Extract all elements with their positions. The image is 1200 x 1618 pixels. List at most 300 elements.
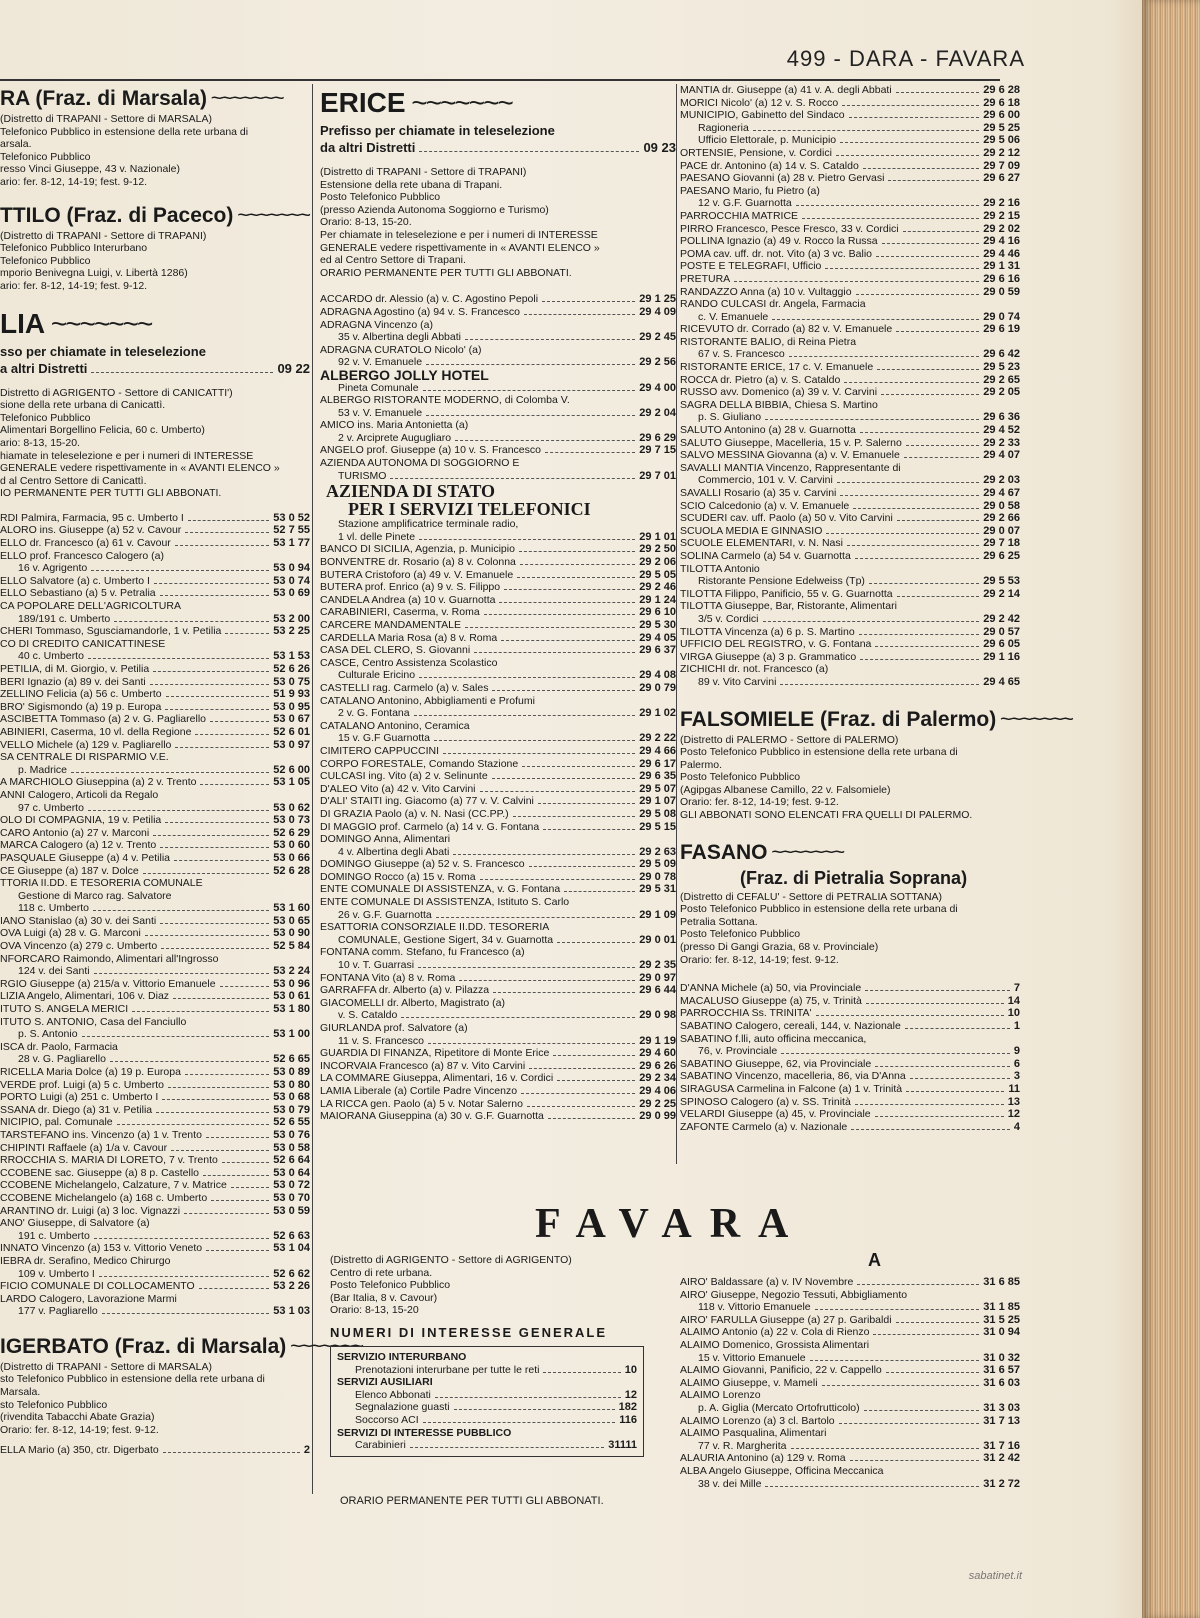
info-line: (Distretto di AGRIGENTO - Settore di AGRIGENTO) [330, 1254, 572, 1266]
phone-number: 53 1 03 [273, 1305, 310, 1318]
phone-number: 14 [1007, 994, 1020, 1007]
section-letter: A [868, 1250, 881, 1270]
phone-number: 29 1 07 [639, 795, 676, 808]
leader-dots [165, 709, 269, 710]
subscriber-name: ALAIMO Lorenzo [680, 1389, 761, 1402]
listing-entry [0, 650, 310, 663]
phone-number: 52 6 28 [273, 864, 310, 877]
phone-number: 53 1 80 [273, 1003, 310, 1016]
listing-entry [680, 1440, 1020, 1453]
listing-entry [680, 197, 1020, 210]
phone-number: 53 0 68 [273, 1091, 310, 1104]
listing-entry [0, 1041, 310, 1054]
phone-number: 53 0 66 [273, 851, 310, 864]
prefix-label: a altri Distretti [0, 360, 88, 376]
subscriber-name: OLO DI COMPAGNIA, 19 v. Petilia [0, 814, 162, 827]
leader-dots [220, 986, 270, 987]
phone-number: 29 4 60 [639, 1047, 676, 1060]
subscriber-name: SALUTO Antonino (a) 28 v. Guarnotta [680, 424, 856, 437]
listing-entry [337, 1414, 637, 1427]
leader-dots [419, 151, 639, 152]
phone-number: 53 1 60 [273, 902, 310, 915]
leader-dots [504, 589, 635, 590]
phone-number: 51 9 93 [273, 688, 310, 701]
phone-number: 29 2 06 [639, 556, 676, 569]
info-line: (presso Azienda Autonoma Soggiorno e Turismo) [320, 203, 549, 216]
heading-flourish: ~~~~~~~ [233, 203, 310, 227]
subscriber-name: CHERI Tommaso, Sgusciamandorle, 1 v. Petilia [0, 625, 222, 638]
listing-entry [320, 407, 676, 420]
listing-entry [320, 783, 676, 796]
leader-dots [904, 457, 979, 458]
info-line: Palermo. [680, 758, 723, 771]
listing-entry [320, 972, 676, 985]
leader-dots [419, 677, 635, 678]
prefix-row [320, 140, 676, 156]
subscriber-name: ZELLINO Felicia (a) 56 c. Umberto [0, 688, 162, 701]
phone-number: 52 6 01 [273, 725, 310, 738]
info-line: ario: 8-13, 15-20. [0, 436, 80, 449]
listing-entry [320, 695, 676, 708]
listing-entry [680, 1339, 1020, 1352]
leader-dots [414, 715, 636, 716]
leader-dots [195, 734, 269, 735]
listing-entry [0, 550, 310, 563]
listing-entry [320, 531, 676, 544]
listing-entry [0, 789, 310, 802]
info-line: Orario: 8-13, 15-20 [330, 1304, 419, 1317]
subscriber-name: 15 v. G.F Guarnotta [338, 732, 431, 745]
listing-entry [680, 626, 1020, 639]
subscriber-name: SCUDERI cav. uff. Paolo (a) 50 v. Vito Carvini [680, 512, 893, 525]
listing-entry [0, 890, 310, 903]
leader-dots [860, 432, 979, 433]
listing-entry [680, 374, 1020, 387]
listing-entry [680, 147, 1020, 160]
phone-number: 29 7 18 [983, 537, 1020, 550]
listing-entry [320, 795, 676, 808]
phone-number: 29 6 44 [639, 984, 676, 997]
phone-number: 29 2 02 [983, 222, 1020, 235]
phone-number: 53 1 00 [273, 1028, 310, 1041]
phone-number: 53 2 00 [273, 612, 310, 625]
listing-entry [680, 411, 1020, 424]
phone-number: 29 2 15 [983, 209, 1020, 222]
spacer [0, 500, 310, 512]
leader-dots [171, 1150, 269, 1151]
subscriber-name: ELLO Sebastiano (a) 5 v. Petralia [0, 587, 156, 600]
listing-entry [680, 537, 1020, 550]
subscriber-name: Ristorante Pensione Edelweiss (Tp) [698, 575, 865, 588]
leader-dots [91, 372, 273, 373]
subscriber-name: 124 v. dei Santi [18, 965, 90, 978]
leader-dots [896, 1322, 980, 1323]
subscriber-name: SERVIZI AUSILIARI [337, 1376, 433, 1389]
listing-entry [0, 1154, 310, 1167]
subscriber-name: CARABINIERI, Caserma, v. Roma [320, 606, 480, 619]
leader-dots [423, 1422, 616, 1423]
phone-number: 29 1 09 [639, 908, 676, 921]
subscriber-name: OVA Vincenzo (a) 279 c. Umberto [0, 940, 158, 953]
leader-dots [855, 1104, 1004, 1105]
phone-number: 29 2 46 [639, 581, 676, 594]
leader-dots [160, 595, 270, 596]
phone-number: 53 0 65 [273, 914, 310, 927]
leader-dots [875, 1066, 1010, 1067]
listing-entry [337, 1351, 637, 1364]
subscriber-name: RROCCHIA S. MARIA DI LORETO, 7 v. Trento [0, 1154, 218, 1167]
subscriber-name: ZICHICHI dr. not. Francesco (a) [680, 663, 829, 676]
subscriber-name: ACCARDO dr. Alessio (a) v. C. Agostino Pepoli [320, 293, 539, 306]
phone-number: 53 0 80 [273, 1078, 310, 1091]
leader-dots [88, 810, 269, 811]
listing-entry [320, 770, 676, 783]
phone-number: 31 6 85 [983, 1276, 1020, 1288]
phone-number: 53 0 67 [273, 713, 310, 726]
leader-dots [435, 1397, 621, 1398]
listing-entry [320, 1098, 676, 1111]
listing-entry [680, 1465, 1020, 1478]
listing-entry [680, 424, 1020, 437]
phone-number: 52 6 65 [273, 1053, 310, 1066]
info-line: Posto Telefonico Pubblico [680, 928, 801, 941]
phone-number: 53 2 25 [273, 625, 310, 638]
subscriber-name: CCOBENE sac. Giuseppe (a) 8 p. Castello [0, 1166, 199, 1179]
subscriber-name: ALAIMO Giovanni, Panificio, 22 v. Cappello [680, 1364, 882, 1377]
subscriber-name: ANO' Giuseppe, di Salvatore (a) [0, 1217, 150, 1230]
listing-entry [320, 997, 676, 1010]
listing-entry [680, 1070, 1020, 1083]
leader-dots [791, 1448, 980, 1449]
phone-number: 6 [1013, 1057, 1020, 1070]
phone-number: 29 4 46 [983, 247, 1020, 260]
listing-entry [0, 1091, 310, 1104]
leader-dots [455, 440, 635, 441]
phone-number: 29 0 78 [639, 870, 676, 883]
subscriber-name: CO DI CREDITO CANICATTINESE [0, 637, 166, 650]
phone-number: 31 0 32 [983, 1351, 1020, 1364]
subscriber-name: SAGRA DELLA BIBBIA, Chiesa S. Martino [680, 398, 878, 411]
leader-dots [428, 1043, 635, 1044]
phone-number: 31 2 42 [983, 1452, 1020, 1465]
leader-dots [897, 520, 979, 521]
phone-number: 29 5 31 [639, 883, 676, 896]
listing-entry [0, 814, 310, 827]
leader-dots [145, 935, 269, 936]
subscriber-name: p. A. Giglia (Mercato Ortofrutticolo) [698, 1401, 860, 1414]
phone-number: 52 6 29 [273, 826, 310, 839]
listing-entry [320, 556, 676, 569]
info-line: Alimentari Borgellino Felicia, 60 c. Umberto) [0, 424, 205, 437]
listing-entry [0, 512, 310, 525]
subscriber-name: LIZIA Angelo, Alimentari, 106 v. Diaz [0, 990, 170, 1003]
phone-number: 29 4 00 [639, 381, 676, 394]
subscriber-name: GIACOMELLI dr. Alberto, Magistrato (a) [320, 996, 505, 1009]
subscriber-name: LARDO Calogero, Lavorazione Marmi [0, 1292, 177, 1305]
listing-entry [680, 323, 1020, 336]
phone-number: 29 2 33 [983, 436, 1020, 449]
subscriber-name: ALBA Angelo Giuseppe, Officina Meccanica [680, 1464, 884, 1477]
phone-number: 53 1 77 [273, 537, 310, 550]
town-heading [320, 87, 676, 119]
subscriber-name: AMICO ins. Maria Antonietta (a) [320, 419, 469, 432]
subscriber-name: GUARDIA DI FINANZA, Ripetitore di Monte Erice [320, 1047, 550, 1060]
column-divider [676, 84, 677, 1164]
heading-flourish: ~~~~~~~ [206, 87, 283, 110]
subscriber-name: BUTERA Cristoforo (a) 49 v. V. Emanuele [320, 568, 514, 581]
phone-number: 29 4 66 [639, 744, 676, 757]
listing-entry [680, 1389, 1020, 1402]
info-line: hiamate in teleselezione e per i numeri di INTERESSE [0, 449, 254, 462]
subscriber-name: RDI Palmira, Farmacia, 95 c. Umberto I [0, 511, 184, 524]
leader-dots [896, 331, 979, 332]
leader-dots [88, 658, 269, 659]
subscriber-name: Ragioneria [698, 121, 749, 134]
phone-number: 29 4 16 [983, 235, 1020, 248]
subscriber-name: CATALANO Antonino, Ceramica [320, 719, 470, 732]
subscriber-name: IANO Stanislao (a) 30 v. dei Santi [0, 914, 157, 927]
listing-entry [337, 1389, 637, 1402]
listing-entry [0, 751, 310, 764]
info-line: GLI ABBONATI SONO ELENCATI FRA QUELLI DI PALERMO. [680, 809, 973, 822]
subscriber-name: 26 v. G.F. Guarnotta [338, 908, 432, 921]
listing-entry [0, 902, 310, 915]
phone-number: 29 0 74 [983, 310, 1020, 323]
leader-dots [453, 854, 635, 855]
phone-number: 53 0 58 [273, 1141, 310, 1154]
listing-entry [0, 587, 310, 600]
subscriber-name: SPINOSO Calogero (a) v. SS. Trinità [680, 1095, 851, 1108]
phone-number: 29 1 01 [639, 530, 676, 543]
subscriber-name: TTORIA II.DD. E TESORERIA COMUNALE [0, 877, 203, 890]
subscriber-name: RANDAZZO Anna (a) 10 v. Vultaggio [680, 285, 852, 298]
phone-number: 12 [1007, 1108, 1020, 1121]
info-line: Estensione della rete ubana di Trapani. [320, 178, 503, 191]
listing-entry [0, 1066, 310, 1079]
leader-dots [897, 596, 980, 597]
subscriber-name: VELLO Michele (a) 129 v. Pagliarello [0, 738, 172, 751]
leader-dots [150, 684, 270, 685]
phone-number: 7 [1013, 982, 1020, 995]
subscriber-name: AIRO' Baldassare (a) v. IV Novembre [680, 1276, 854, 1288]
phone-number: 29 0 01 [639, 933, 676, 946]
listing-entry [320, 432, 676, 445]
phone-number: 1 [1013, 1020, 1020, 1032]
town-heading [680, 707, 1072, 732]
listing-entry [680, 311, 1020, 324]
listing-entry [0, 1268, 310, 1281]
subscriber-name: 1 vl. delle Pinete [338, 530, 416, 543]
leader-dots [869, 583, 979, 584]
listing-entry [680, 286, 1020, 299]
listing-entry [0, 1293, 310, 1306]
phone-number: 29 2 65 [983, 373, 1020, 386]
subscriber-name: UFFICIO DEL REGISTRO, v. G. Fontana [680, 638, 872, 651]
town-name: RA (Fraz. di Marsala) [0, 87, 207, 110]
listing-entry [680, 676, 1020, 689]
leader-dots [542, 301, 635, 302]
leader-dots [206, 1250, 269, 1251]
listing-entry [680, 97, 1020, 110]
phone-number: 53 0 94 [273, 562, 310, 575]
listing-entry [337, 1376, 637, 1389]
info-line: Centro di rete urbana. [330, 1266, 433, 1279]
leader-dots [426, 415, 635, 416]
listing-entry [320, 543, 676, 556]
leader-dots [851, 1129, 1010, 1130]
leader-dots [849, 117, 980, 118]
leader-dots [203, 1175, 269, 1176]
leader-dots [910, 1078, 1010, 1079]
phone-number: 29 0 99 [639, 1110, 676, 1123]
leader-dots [875, 1116, 1004, 1117]
info-line: arsala. [0, 138, 32, 151]
subscriber-name: ELLA Mario (a) 350, ctr. Digerbato [0, 1444, 159, 1457]
leader-dots [529, 866, 636, 867]
info-line: Orario: fer. 8-12, 14-19; fest. 9-12. [0, 1423, 159, 1436]
listing-entry [680, 525, 1020, 538]
subscriber-name: RGIO Giuseppe (a) 215/a v. Vittorio Emanuele [0, 977, 216, 990]
phone-number: 29 0 97 [639, 971, 676, 984]
prefix-label: sso per chiamate in teleselezione [0, 343, 206, 359]
listing-entry [680, 1007, 1020, 1020]
phone-number: 53 2 24 [273, 965, 310, 978]
leader-dots [860, 659, 979, 660]
info-line: Telefonico Pubblico [0, 254, 91, 267]
listing-entry [320, 606, 676, 619]
subscriber-name: PETILIA, di M. Giorgio, v. Petilia [0, 663, 150, 675]
listing-entry [320, 833, 676, 846]
subscriber-name: BERI Ignazio (a) 89 v. dei Santi [0, 675, 146, 688]
subscriber-name: PRETURA [680, 272, 731, 285]
subscriber-name: A MARCHIOLO Giuseppina (a) 2 v. Trento [0, 776, 197, 789]
heading-flourish: ~~~~~~~ [996, 707, 1072, 731]
leader-dots [426, 364, 635, 365]
phone-number: 53 0 64 [273, 1166, 310, 1179]
listing-entry [680, 172, 1020, 185]
listing-entry [680, 185, 1020, 198]
listing-entry [680, 1427, 1020, 1440]
subscriber-name: 76, v. Provinciale [698, 1045, 778, 1058]
info-line: Telefonico Pubblico [0, 150, 91, 163]
leader-dots [521, 1093, 635, 1094]
listing-entry [0, 1255, 310, 1268]
listing-entry [680, 1352, 1020, 1365]
phone-number: 29 6 29 [639, 431, 676, 444]
listing-entry [320, 669, 676, 682]
spacer [680, 822, 1020, 838]
info-line: IO PERMANENTE PER TUTTI GLI ABBONATI. [0, 487, 222, 500]
listing-entry [680, 563, 1020, 576]
listing-entry [680, 109, 1020, 122]
subscriber-name: ELLO Salvatore (a) c. Umberto I [0, 574, 150, 587]
subscriber-name: 4 v. Albertina degli Abati [338, 845, 450, 858]
phone-number: 29 4 65 [983, 675, 1020, 688]
info-line: sto Telefonico Pubblico in estensione della rete urbana di [0, 1373, 265, 1386]
leader-dots [91, 570, 269, 571]
listing-entry [0, 1016, 310, 1029]
listing-entry [320, 1009, 676, 1022]
listing-entry [320, 1072, 676, 1085]
subscriber-name: TILOTTA Vincenza (a) 6 p. S. Martino [680, 625, 855, 638]
subscriber-name: 109 v. Umberto I [18, 1267, 95, 1280]
subscriber-name: SAVALLI Rosario (a) 35 v. Carvini [680, 487, 837, 499]
subscriber-name: ADRAGNA Vincenzo (a) [320, 318, 434, 331]
info-line: d al Centro Settore di Canicattì. [0, 474, 147, 487]
phone-number: 29 6 42 [983, 348, 1020, 361]
subscriber-name: CE Giuseppe (a) 187 v. Dolce [0, 864, 139, 877]
leader-dots [896, 92, 980, 93]
leader-dots [865, 990, 1010, 991]
phone-number: 29 7 15 [639, 444, 676, 457]
subscriber-name: 53 v. V. Emanuele [338, 406, 423, 419]
subscriber-name: CARCERE MANDAMENTALE [320, 619, 461, 631]
phone-number: 53 0 89 [273, 1066, 310, 1078]
subscriber-name: LA RICCA gen. Paolo (a) 5 v. Notar Salerno [320, 1097, 523, 1110]
column-right [680, 84, 1072, 1224]
town-heading [680, 841, 1020, 865]
leader-dots [517, 577, 635, 578]
phone-number: 116 [619, 1413, 637, 1426]
subscriber-name: ESATTORIA CONSORZIALE II.DD. TESORERIA [320, 921, 550, 934]
info-line: (Distretto di CEFALU' - Settore di PETRALIA SOTTANA) [680, 890, 943, 903]
leader-dots [162, 1099, 269, 1100]
info-line: Per chiamate in teleselezione e per i numeri di INTERESSE [320, 228, 598, 241]
subscriber-name: p. Madrice [18, 763, 68, 776]
info-line: Telefonico Pubblico in estensione della rete urbana di [0, 125, 249, 138]
subscriber-name: AIRO' FARULLA Giuseppe (a) 27 p. Garibaldi [680, 1313, 892, 1326]
leader-dots [850, 1460, 980, 1461]
phone-number: 29 0 59 [983, 285, 1020, 298]
subscriber-name: ARANTINO dr. Luigi (a) 3 loc. Vignazzi [0, 1204, 181, 1217]
leader-dots [480, 791, 636, 792]
leader-dots [459, 980, 635, 981]
subscriber-name: COMUNALE, Gestione Sigert, 34 v. Guarnotta [338, 933, 554, 946]
phone-number: 53 0 76 [273, 1128, 310, 1141]
info-line: (Distretto di TRAPANI - Settore di TRAPANI) [320, 166, 527, 178]
leader-dots [163, 1452, 300, 1453]
listing-entry [0, 1167, 310, 1180]
listing-entry [337, 1427, 637, 1440]
leader-dots [527, 1106, 635, 1107]
listing-entry [0, 1242, 310, 1255]
listing-entry [680, 235, 1020, 248]
leader-dots [842, 105, 979, 106]
phone-number: 29 2 16 [983, 197, 1020, 210]
listing-entry [0, 575, 310, 588]
phone-number: 53 0 61 [273, 990, 310, 1003]
listing-entry [680, 437, 1020, 450]
subscriber-name: ALAIMO Giuseppe, v. Mameli [680, 1376, 818, 1389]
listing-entry [0, 764, 310, 777]
subscriber-name: DOMINGO Rocco (a) 15 v. Roma [320, 870, 476, 883]
phone-number: 29 5 23 [983, 361, 1020, 374]
phone-number: 31111 [608, 1439, 637, 1452]
prefix-label: Prefisso per chiamate in teleselezione [320, 123, 555, 138]
listing-entry [320, 569, 676, 582]
leader-dots [474, 652, 635, 653]
subscriber-name: PASQUALE Giuseppe (a) 4 v. Petilia [0, 851, 171, 864]
leader-dots [905, 1028, 1010, 1029]
subscriber-name: SALUTO Giuseppe, Macelleria, 15 v. P. Salerno [680, 436, 902, 449]
subscriber-name: ENTE COMUNALE DI ASSISTENZA, v. G. Fontana [320, 883, 561, 896]
leader-dots [888, 180, 979, 181]
town-name: FASANO [680, 840, 768, 864]
leader-dots [734, 281, 979, 282]
leader-dots [174, 860, 269, 861]
info-line: Telefonico Pubblico Interurbano [0, 242, 148, 255]
subscriber-name: ITUTO S. ANGELA MERICI [0, 1003, 129, 1016]
